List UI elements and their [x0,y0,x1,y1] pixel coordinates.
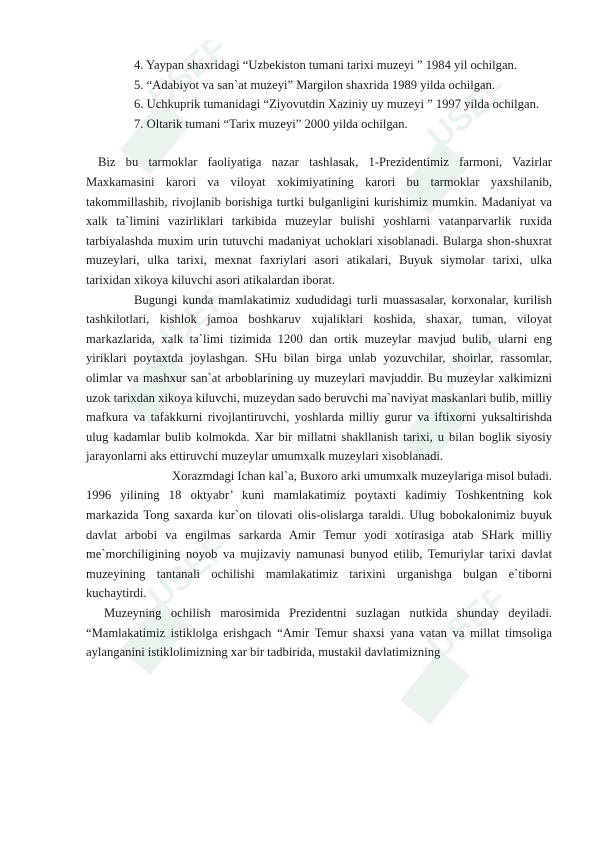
list-item: 6. Uchkuprik tumanidagi “Ziyovutdin Xaziniy uy muzeyi ” 1997 yilda ochilgan. [134,97,540,112]
watermark-text: USEF [140,540,235,617]
list-item: 7. Oltarik tumani “Tarix muzeyi” 2000 yilda ochilgan. [134,116,408,131]
watermark-text: USEF [420,590,515,667]
paragraph: Bugungi kunda mamlakatimiz xududidagi turli muassasalar, korxonalar, kurilish tashkilotlari, kishlok jamoa boshkaruv xujaliklari koshida, shaxar, tuman, viloyat markazlarida, xalk ta`limi tizimida 1200 dan ortik muzeylar mavjud bulib, ularni eng yiriklari poytaxtda joylashgan. SHu bilan birga unlab yozuvchilar, shoirlar, rassomlar, olimlar va mashxur san`at arboblarining uy muzeylari mavjuddir. Bu muzeylar xalkimizni uzok tarixdan xikoya kiluvchi, muzeydan sado beruvchi ma`naviyat maskanlari bulib, milliy mafkura va tafakkurni rivojlantiruvchi, yoshlarda milliy gurur va iftixorni yuksaltirishda ulug kadamlar bulib kolmokda. Xar bir millatni shakllanish tarixi, u bilan boglik siyosiy jarayonlarni aks ettiruvchi muzeylar umumxalk muzeylari xisoblanadi. [86,292,552,464]
document-body [86,56,552,663]
list-item: 4. Yaypan shaxridagi “Uzbekiston tumani tarixi muzeyi ” 1984 yil ochilgan. [134,58,517,72]
paragraph: Muzeyning ochilish marosimida Prezidentni suzlagan nutkida shunday deyiladi. “Mamlakatimiz istiklolga erishgach “Amir Temur shaxsi yana vatan va millat timsoliga aylanganini istiklolimizning xar bir tadbirida, mustakil davlatimizning [86,606,552,660]
list-item: 5. “Adabiyot va san`at muzeyi” Margilon shaxrida 1989 yilda ochilgan. [134,77,496,92]
watermark-text: USEF [420,80,515,157]
watermark-text: USEF [420,330,515,407]
watermark-text: USEF [140,290,235,367]
paragraph: Xorazmdagi Ichan kal`a, Buxoro arki umumxalk muzeylariga misol buladi. 1996 yilining 18 oktyabr’ kuni mamlakatimiz poytaxti kadimiy Toshkentning kok markazida Tong saxarda kur`on tilovati olis-olislarga taraldi. Ulug bobokalonimiz buyuk davlat arbobi va engilmas sarkarda Amir Temur yodi xotirasiga atab SHark milliy me`morchiligining noyob va mujizaviy namunasi bunyod etilib, Temuriylar tarixi davlat muzeyining tantanali ochilishi mamlakatimiz tarixini urganishga bulgan e`tiborni kuchaytirdi. [86,468,552,601]
spacer [86,134,552,153]
watermark-text: USEF [140,40,235,117]
paragraph: Biz bu tarmoklar faoliyatiga nazar tashlasak, 1-Prezidentimiz farmoni, Vazirlar Maxkamasini karori va viloyat xokimiyatining karori bu tarmoklar yaxshilanib, takommillashib, rivojlanib borishiga turtki bulganligini kurishimiz mumkin. Madaniyat va xalk ta`limini vazirliklari tarkibida muzeylar bulishi yoshlarni vatanparvarlik ruxida tarbiyalashda muxim urin tutuvchi madaniyat uchoklari xisoblanadi. Bularga shon-shuxrat muzeylari, ulka tarixi, mexnat faxriylari asori atikalari, Buyuk siymolar tarixi, ulka tarixidan xikoya kiluvchi asori atikalardan iborat. [86,155,552,287]
